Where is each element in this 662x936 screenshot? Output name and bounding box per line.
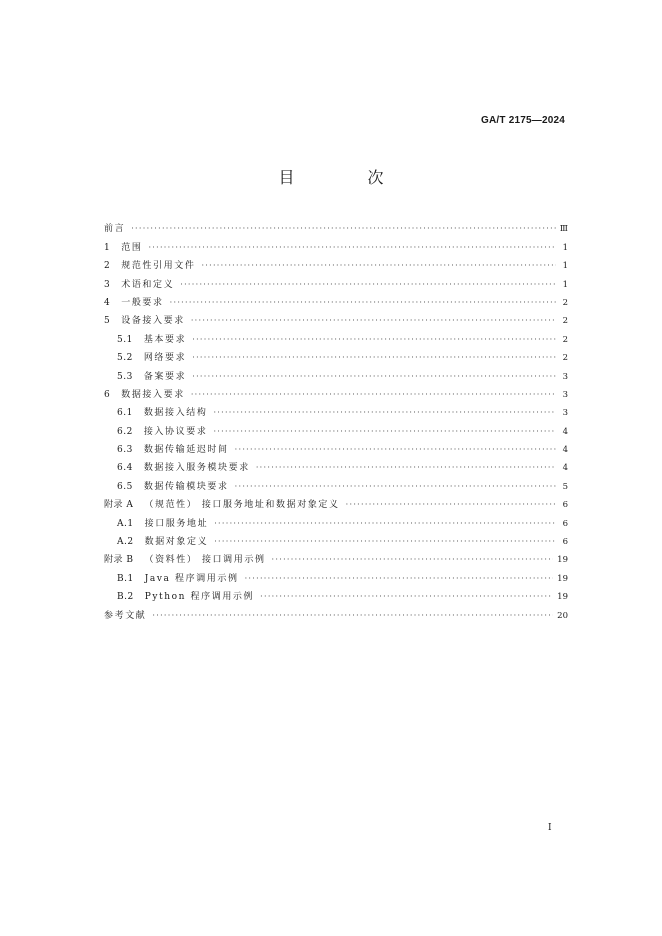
toc-entry-number: 5.1 xyxy=(117,334,133,345)
toc-entry-label: 一般要求 xyxy=(121,297,164,308)
toc-entry-page: 19 xyxy=(557,573,568,584)
toc-leader-dots xyxy=(245,573,554,585)
toc-entry-number: A.1 xyxy=(117,518,134,529)
toc-entry-label: 数据对象定义 xyxy=(144,537,209,548)
toc-entry[interactable] xyxy=(104,327,568,345)
toc-leader-dots xyxy=(260,591,553,603)
toc-entry-page: 6 xyxy=(562,500,568,511)
toc-entry-page: 6 xyxy=(562,518,568,529)
toc-entry[interactable] xyxy=(104,383,568,401)
toc-entry-number: 6.3 xyxy=(117,445,133,456)
toc-entry-page: 20 xyxy=(557,610,568,621)
toc-leader-dots xyxy=(191,389,556,401)
toc-entry-label: 基本要求 xyxy=(143,334,187,345)
toc-entry-number: 6.2 xyxy=(117,426,133,437)
toc-entry-label: 范围 xyxy=(121,242,143,253)
toc-leader-dots xyxy=(191,315,556,327)
toc-leader-dots xyxy=(235,481,556,493)
toc-entry-page: 3 xyxy=(562,408,568,419)
toc-entry-page: 1 xyxy=(562,261,568,272)
toc-leader-dots xyxy=(214,518,556,530)
toc-entry-label: 参考文献 xyxy=(104,610,147,621)
toc-leader-dots xyxy=(213,426,556,438)
toc-entry-label: 设备接入要求 xyxy=(121,316,185,327)
toc-entry-label: 接入协议要求 xyxy=(143,426,208,437)
toc-title: 目 次 xyxy=(278,168,418,187)
standard-number: GA/T 2175—2024 xyxy=(481,115,565,126)
toc-entry-number: 2 xyxy=(104,261,111,272)
toc-entry-page: 6 xyxy=(562,537,568,548)
toc-entry-number: 5.2 xyxy=(117,353,133,364)
toc-leader-dots xyxy=(192,352,556,364)
toc-entry-page: 19 xyxy=(557,555,568,566)
toc-entry-label: 数据传输模块要求 xyxy=(143,481,229,492)
toc-entry[interactable] xyxy=(104,217,568,235)
toc-entry[interactable] xyxy=(104,438,568,456)
toc-entry[interactable] xyxy=(104,254,568,272)
toc-entry-label: （规范性） 接口服务地址和数据对象定义 xyxy=(144,500,340,511)
toc-entry[interactable] xyxy=(104,419,568,437)
toc-entry[interactable] xyxy=(104,272,568,290)
toc-entry-label: 接口服务地址 xyxy=(144,518,209,529)
toc-entry[interactable] xyxy=(104,309,568,327)
toc-entry-label: 数据接入结构 xyxy=(143,408,208,419)
toc-entry[interactable] xyxy=(104,493,568,511)
toc-entry-page: 5 xyxy=(562,481,568,492)
toc-leader-dots xyxy=(201,260,556,272)
toc-entry[interactable] xyxy=(104,456,568,474)
toc-entry[interactable] xyxy=(104,401,568,419)
toc-leader-dots xyxy=(152,610,553,622)
toc-entry-page: Ⅲ xyxy=(559,224,568,235)
toc-leader-dots xyxy=(213,407,556,419)
toc-entry-page: 3 xyxy=(562,389,568,400)
toc-entry-label: 规范性引用文件 xyxy=(121,261,196,272)
toc-entry[interactable] xyxy=(104,530,568,548)
toc-entry-page: 1 xyxy=(562,279,568,290)
toc-leader-dots xyxy=(346,499,556,511)
toc-entry[interactable] xyxy=(104,291,568,309)
toc-leader-dots xyxy=(170,297,556,309)
toc-entry[interactable] xyxy=(104,566,568,584)
toc-leader-dots xyxy=(148,242,556,254)
toc-entry-page: 1 xyxy=(562,242,568,253)
toc-leader-dots xyxy=(192,334,556,346)
toc-leader-dots xyxy=(214,536,556,548)
toc-entry-number: 6.4 xyxy=(117,463,133,474)
toc-entry[interactable] xyxy=(104,585,568,603)
toc-entry-number: 6.5 xyxy=(117,481,133,492)
toc-entry-label: 备案要求 xyxy=(143,371,187,382)
toc-entry[interactable] xyxy=(104,235,568,253)
toc-entry-page: 2 xyxy=(562,297,568,308)
toc-leader-dots xyxy=(180,279,556,291)
toc-entry-label: （资料性） 接口调用示例 xyxy=(144,555,266,566)
toc-entry-label: Python 程序调用示例 xyxy=(144,592,255,603)
toc-entry-number: 3 xyxy=(104,279,111,290)
toc-entry-page: 4 xyxy=(562,426,568,437)
toc-entry[interactable] xyxy=(104,346,568,364)
toc-entry[interactable] xyxy=(104,548,568,566)
toc-entry-number: 1 xyxy=(104,242,111,253)
toc-entry-number: 6 xyxy=(104,389,111,400)
toc-entry-page: 4 xyxy=(562,463,568,474)
toc-entry-label: 数据传输延迟时间 xyxy=(143,445,229,456)
toc-entry-page: 3 xyxy=(562,371,568,382)
toc-entry-label: 数据接入服务模块要求 xyxy=(143,463,250,474)
toc-leader-dots xyxy=(192,371,556,383)
toc-leader-dots xyxy=(272,554,554,566)
toc-entry-number: 6.1 xyxy=(117,408,133,419)
page-number: I xyxy=(548,823,552,833)
toc-entry-page: 2 xyxy=(562,334,568,345)
toc-entry-label: 前言 xyxy=(104,224,126,235)
toc-entry-number: 4 xyxy=(104,297,111,308)
toc-entry-page: 2 xyxy=(562,353,568,364)
toc-entry-label: 术语和定义 xyxy=(121,279,175,290)
toc-entry-number: 附录 B xyxy=(104,555,134,566)
toc-entry-number: B.2 xyxy=(117,592,134,603)
toc-entry-number: A.2 xyxy=(117,537,134,548)
toc-entry[interactable] xyxy=(104,474,568,492)
toc-entry-number: B.1 xyxy=(117,573,134,584)
toc-leader-dots xyxy=(131,223,556,235)
toc-leader-dots xyxy=(235,444,556,456)
toc-entry-page: 19 xyxy=(557,592,568,603)
toc-leader-dots xyxy=(256,462,556,474)
toc-entry-number: 附录 A xyxy=(104,500,134,511)
toc-entry-page: 2 xyxy=(562,316,568,327)
toc-entry[interactable] xyxy=(104,364,568,382)
toc-entry-label: 数据接入要求 xyxy=(121,389,185,400)
toc-entry-page: 4 xyxy=(562,445,568,456)
toc-entry-number: 5 xyxy=(104,316,111,327)
toc-entry[interactable] xyxy=(104,511,568,529)
toc-entry-label: Java 程序调用示例 xyxy=(144,573,239,584)
toc-entry[interactable] xyxy=(104,603,568,621)
table-of-contents xyxy=(104,217,568,622)
toc-entry-number: 5.3 xyxy=(117,371,133,382)
toc-entry-label: 网络要求 xyxy=(143,353,187,364)
